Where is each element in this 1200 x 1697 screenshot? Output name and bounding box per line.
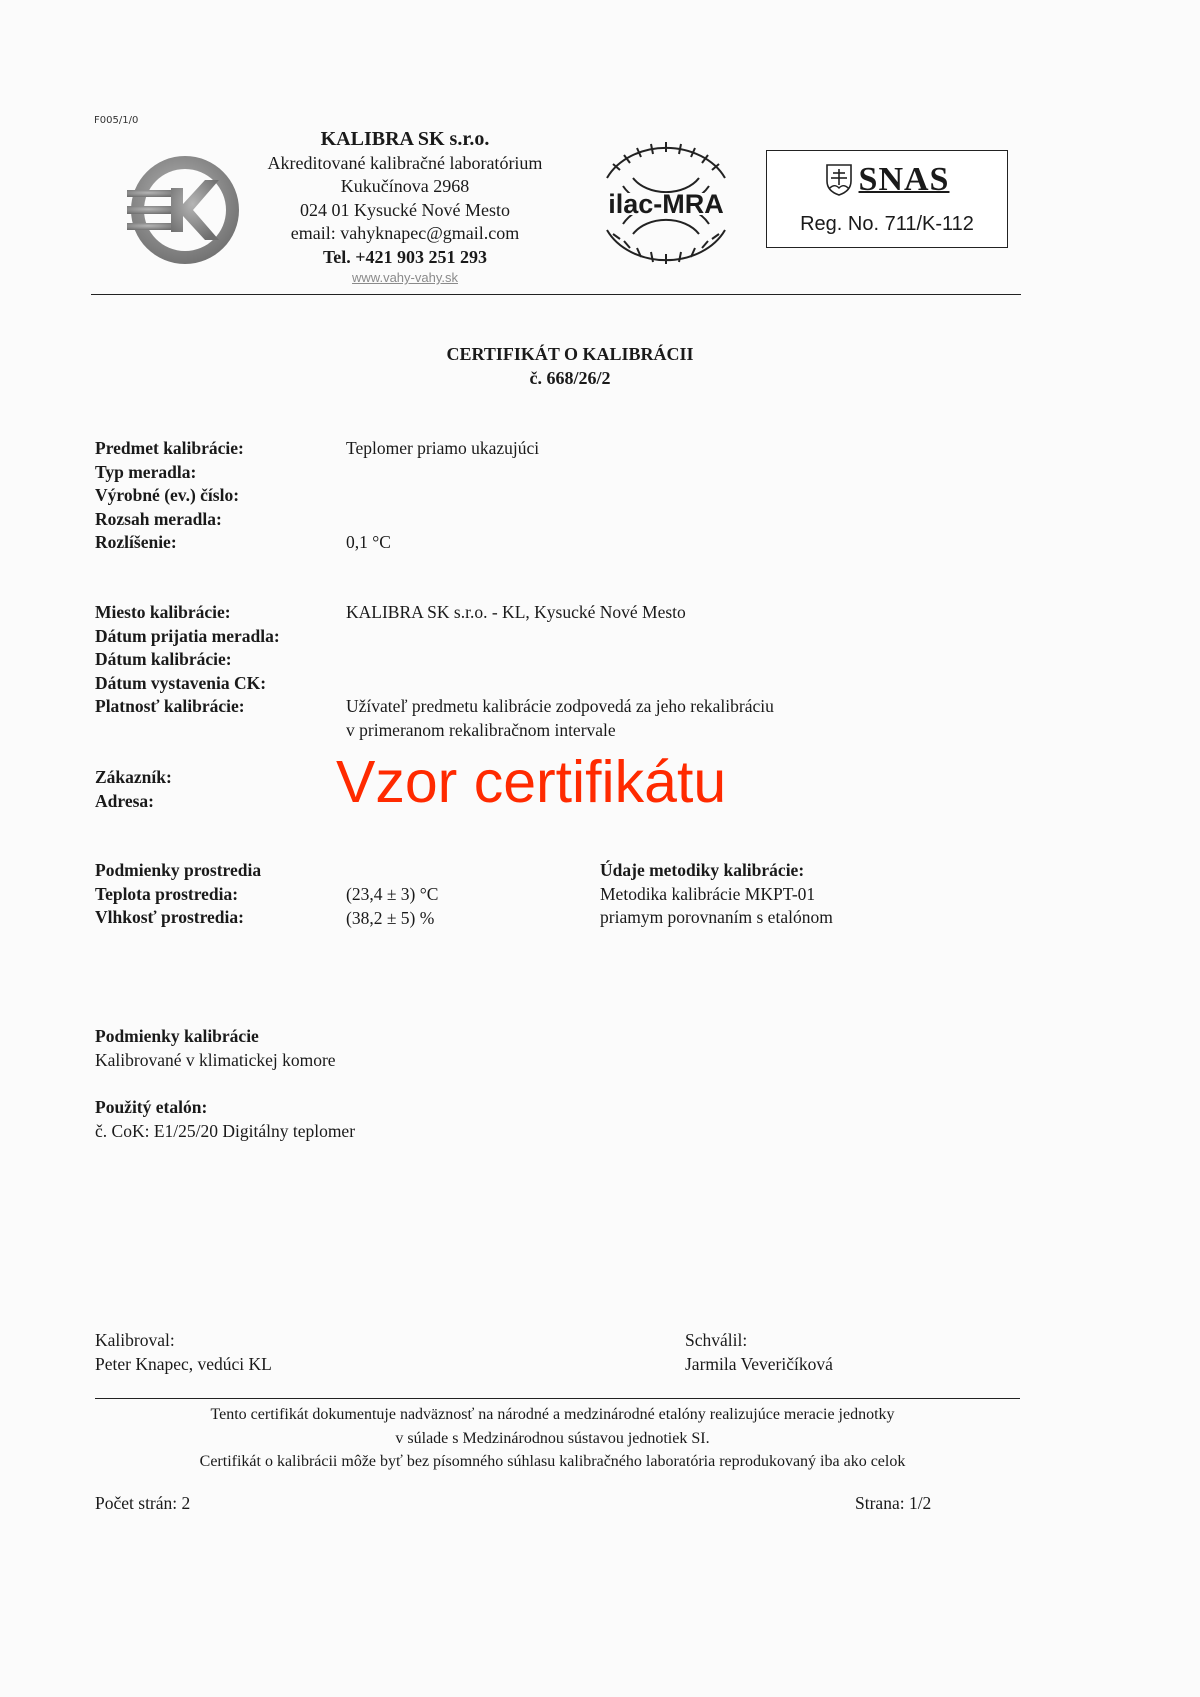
lab-description: Akreditované kalibračné laboratórium	[267, 152, 543, 173]
cal-conditions-text: Kalibrované v klimatickej komore	[95, 1049, 336, 1070]
validity-line-1: Užívateľ predmetu kalibrácie zodpovedá za jeho rekalibráciu	[346, 696, 774, 716]
certificate-number: č. 668/26/2	[529, 368, 611, 388]
certificate-title	[300, 342, 840, 390]
snas-accreditation-box	[766, 150, 1008, 248]
label-type: Typ meradla:	[95, 461, 197, 482]
customer-labels	[95, 766, 172, 813]
footer-notice	[90, 1403, 1015, 1474]
method-line-2: priamym porovnaním s etalónom	[600, 907, 833, 927]
method-line-1: Metodika kalibrácie MKPT-01	[600, 883, 816, 904]
calibrated-by	[95, 1329, 272, 1376]
footer-line-1: Tento certifikát dokumentuje nadväznosť na národné a medzinárodné etalóny realizujúce meracie jednotky	[210, 1406, 895, 1423]
company-header	[236, 128, 574, 287]
label-place: Miesto kalibrácie:	[95, 602, 231, 622]
approved-by-label: Schválil:	[685, 1330, 748, 1350]
label-humidity: Vlhkosť prostredia:	[95, 907, 244, 927]
company-name: KALIBRA SK s.r.o.	[320, 128, 490, 150]
calibrated-by-name: Peter Knapec, vedúci KL	[95, 1353, 272, 1374]
kalibra-logo	[127, 152, 243, 268]
method-heading: Údaje metodiky kalibrácie:	[600, 860, 805, 880]
label-customer: Zákazník:	[95, 767, 172, 787]
certificate-heading: CERTIFIKÁT O KALIBRÁCII	[446, 344, 694, 364]
calibration-labels	[95, 601, 280, 719]
cal-conditions-heading: Podmienky kalibrácie	[95, 1026, 259, 1046]
standard-heading: Použitý etalón:	[95, 1097, 208, 1117]
instrument-labels	[95, 437, 244, 555]
approved-by-name: Jarmila Veveričíková	[685, 1353, 833, 1374]
method-block	[600, 859, 833, 930]
label-temperature: Teplota prostredia:	[95, 883, 239, 904]
temperature-value: (23,4 ± 3) °C	[346, 884, 439, 904]
snas-registration-number: Reg. No. 711/K-112	[800, 213, 974, 235]
label-subject: Predmet kalibrácie:	[95, 438, 244, 458]
label-validity: Platnosť kalibrácie:	[95, 696, 245, 716]
label-address: Adresa:	[95, 790, 154, 811]
label-resolution: Rozlíšenie:	[95, 532, 177, 552]
label-range: Rozsah meradla:	[95, 508, 222, 529]
document-code: F005/1/0	[94, 115, 139, 126]
environment-heading: Podmienky prostredia	[95, 860, 262, 880]
reference-standard	[95, 1096, 355, 1143]
sample-certificate-stamp: Vzor certifikátu	[336, 749, 727, 815]
label-received-date: Dátum prijatia meradla:	[95, 625, 280, 646]
email-address: email: vahyknapec@gmail.com	[290, 223, 520, 243]
approved-by	[685, 1329, 833, 1376]
environment-labels	[95, 859, 261, 930]
header-divider	[91, 294, 1021, 295]
footer-line-2: v súlade s Medzinárodnou sústavou jednotiek SI.	[395, 1429, 710, 1447]
subject-value: Teplomer priamo ukazujúci	[346, 438, 540, 458]
footer-line-3: Certifikát o kalibrácii môže byť bez písomného súhlasu kalibračného laboratória reprodukovaný iba ako celok	[199, 1453, 906, 1470]
page-number: Strana: 1/2	[855, 1493, 932, 1513]
label-calibration-date: Dátum kalibrácie:	[95, 649, 232, 669]
environment-values	[346, 883, 438, 930]
label-issue-date: Dátum vystavenia CK:	[95, 672, 267, 693]
ilac-mra-text: ilac-MRA	[608, 189, 724, 219]
calibrated-by-label: Kalibroval:	[95, 1330, 175, 1350]
website-link[interactable]: www.vahy-vahy.sk	[352, 270, 458, 285]
footer-divider	[95, 1398, 1020, 1399]
snas-name: SNAS	[858, 161, 950, 198]
phone-number: Tel. +421 903 251 293	[322, 246, 488, 267]
calibration-conditions	[95, 1025, 336, 1072]
place-value: KALIBRA SK s.r.o. - KL, Kysucké Nové Mesto	[346, 602, 686, 622]
resolution-value: 0,1 °C	[346, 532, 391, 552]
humidity-value: (38,2 ± 5) %	[346, 907, 435, 928]
validity-line-2: v primeranom rekalibračnom intervale	[346, 719, 616, 740]
city-address: 024 01 Kysucké Nové Mesto	[300, 199, 510, 220]
page-count: Počet strán: 2	[95, 1493, 191, 1513]
ilac-mra-logo	[593, 138, 739, 268]
standard-text: č. CoK: E1/25/20 Digitálny teplomer	[95, 1120, 356, 1141]
slovak-coat-of-arms-icon	[825, 163, 853, 197]
validity-value	[346, 695, 774, 742]
street-address: Kukučínova 2968	[340, 176, 470, 196]
label-serial: Výrobné (ev.) číslo:	[95, 485, 240, 505]
